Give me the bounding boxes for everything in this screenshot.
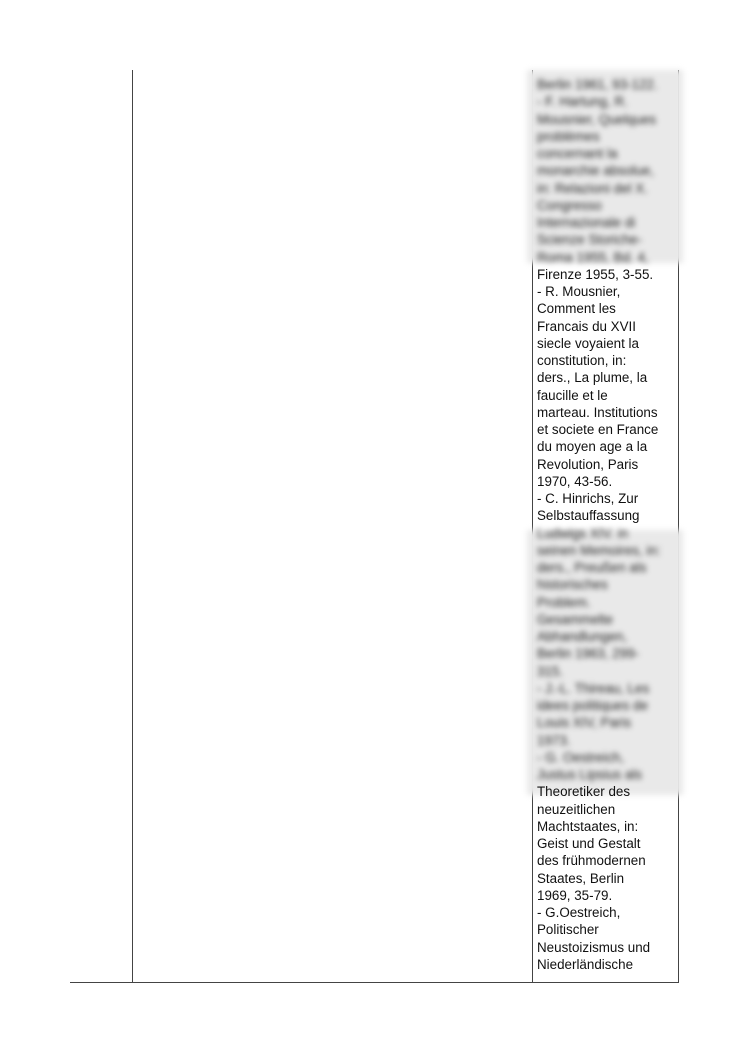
reference-text-line: Theoretiker des [537,784,631,800]
reference-text-line: neuzeitlichen [537,801,616,817]
reference-text-line: ders., La plume, la [537,370,648,386]
reference-text-line: Ludwigs XIV. in [537,525,629,541]
table-cell-references [537,76,677,973]
reference-text-line: du moyen age a la [537,439,648,455]
reference-text-line: Revolution, Paris [537,456,639,472]
reference-text-line: Gesammelte [537,611,613,627]
reference-text-line: faucille et le [537,387,608,403]
reference-text-line: Berlin 1961, 93-122. [537,77,658,92]
reference-text-line: Machtstaates, in: [537,818,639,834]
reference-text-line: Internazionale di [537,215,636,230]
reference-text-line: Berlin 1963, 299- [537,646,639,662]
reference-text-line: - F. Hartung, R. [537,94,628,110]
reference-text-line: 1973. [537,732,571,748]
reference-text-line: Justus Lipsius als [537,767,642,782]
reference-text-line: - G. Oestreich, [537,749,625,765]
table-bottom-border [70,982,679,983]
reference-text-line: Congresso [537,197,602,213]
reference-text-line: ders., Preußen als [537,560,647,575]
reference-text-line: Staates, Berlin [537,870,625,886]
reference-text-line: des frühmodernen [537,853,646,869]
reference-text-line: - J.-L. Thireau, Les [537,680,650,696]
reference-text-line: Louis XIV, Paris [537,715,632,731]
reference-text-line: Geist und Gestalt [537,836,641,851]
reference-text-line: - C. Hinrichs, Zur [537,491,639,506]
table-border-left [132,70,133,982]
reference-text-line: concernant la [537,146,618,161]
reference-text-line: siecle voyaient la [537,335,639,351]
reference-text-line: - G.Oestreich, [537,905,621,920]
reference-text-line: historisches [537,577,608,593]
reference-text-line: - R. Mousnier, [537,284,621,299]
reference-text-line: Comment les [537,301,616,317]
reference-text-line: Scienze Storiche- [537,232,642,248]
reference-text-line: Niederländische [537,956,634,972]
reference-text-line: in: Relazioni del X. [537,180,648,196]
reference-text-line: seinen Memoires, in: [537,542,661,558]
reference-text-line: monarchie absolue, [537,163,654,179]
reference-text-line: Neustoizismus und [537,939,651,955]
reference-text-line: problèmes [537,128,600,144]
reference-text-line: marteau. Institutions [537,404,658,420]
reference-text-line: Politischer [537,922,599,938]
reference-text-line: constitution, in: [537,353,627,368]
reference-text-line: 315. [537,663,564,679]
reference-text-line: Francais du XVII [537,318,636,334]
reference-text-line: 1969, 35-79. [537,887,613,903]
reference-text-line: idees politiques de [537,698,648,713]
reference-text-line: Roma 1955, Bd. 4, [537,249,649,265]
reference-text-line: Abhandlungen, [537,629,628,644]
reference-text-line: Firenze 1955, 3-55. [537,266,654,282]
reference-text-line: Selbstauffassung [537,508,640,524]
reference-text-line: et societe en France [537,422,659,437]
reference-text-line: 1970, 43-56. [537,473,613,489]
reference-text-line: Problem. [537,594,591,610]
reference-text-line: Mousnier, Quelques [537,111,657,127]
